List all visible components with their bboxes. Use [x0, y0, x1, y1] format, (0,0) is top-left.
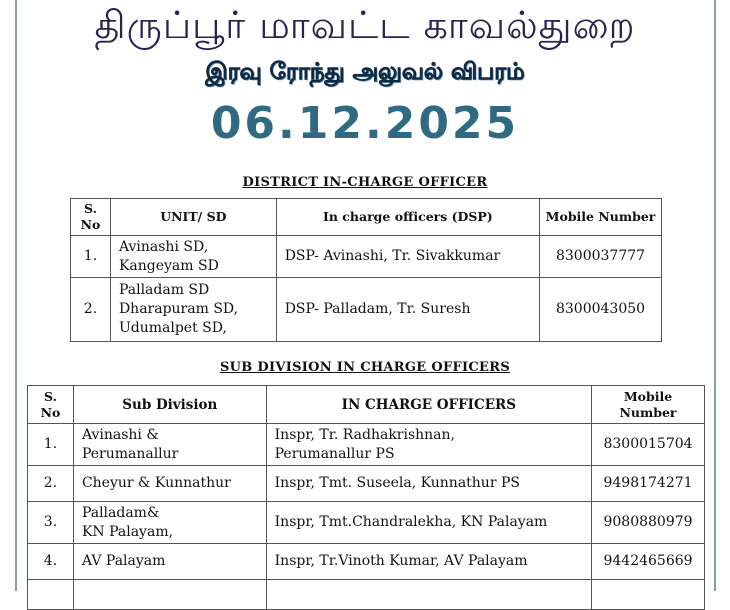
table-row [28, 544, 705, 580]
row-sno: 2. [28, 466, 74, 502]
district-section-heading: DISTRICT IN-CHARGE OFFICER [242, 175, 488, 190]
row-sno: 3. [28, 502, 74, 544]
table-row [28, 466, 705, 502]
column-header-mobile: Mobile Number [592, 386, 705, 424]
page-border-left [15, 0, 17, 591]
row-sno: 2. [71, 278, 111, 342]
table-row [28, 424, 705, 466]
row-unit [110, 278, 276, 342]
row-sno: 1. [71, 236, 111, 278]
page-border-right [714, 0, 716, 591]
row-mobile: 9080880979 [592, 502, 705, 544]
column-header-mobile: Mobile Number [540, 199, 662, 236]
unit-line: Avinashi SD, [118, 238, 209, 255]
column-header-sno: S. No [71, 199, 111, 236]
row-officer: Inspr, Tmt. Suseela, Kunnathur PS [266, 466, 591, 502]
row-division: Cheyur & Kunnathur [73, 466, 266, 502]
row-mobile: 8300043050 [540, 278, 662, 342]
row-mobile: 8300037777 [540, 236, 662, 278]
table-row [28, 502, 705, 544]
unit-line: Palladam SD [118, 282, 210, 298]
column-header-sno: S. No [28, 386, 74, 424]
row-division [73, 424, 266, 466]
row-mobile: 9442465669 [592, 544, 705, 580]
division-line: Palladam& [81, 504, 160, 521]
row-officer: DSP- Palladam, Tr. Suresh [276, 278, 539, 342]
table-row-partial [28, 580, 705, 610]
district-officer-table [70, 198, 662, 342]
table-row [71, 236, 662, 278]
table-header-row [71, 199, 662, 236]
unit-line: Udumalpet SD, [118, 320, 227, 336]
division-line: Avinashi & [81, 426, 159, 443]
column-header-officer: In charge officers (DSP) [276, 199, 539, 236]
subdivision-officer-table [27, 385, 705, 610]
subdivision-section-heading: SUB DIVISION IN CHARGE OFFICERS [219, 360, 511, 375]
row-division: AV Palayam [73, 544, 266, 580]
report-date: 06.12.2025 [210, 98, 520, 149]
column-header-officer: IN CHARGE OFFICERS [266, 386, 591, 424]
row-unit [110, 236, 276, 278]
row-officer: Inspr, Tr.Vinoth Kumar, AV Palayam [266, 544, 591, 580]
table-header-row [28, 386, 705, 424]
officer-line: Perumanallur PS [274, 445, 395, 462]
row-officer: Inspr, Tmt.Chandralekha, KN Palayam [266, 502, 591, 544]
night-patrol-subtitle: இரவு ரோந்து அலுவல் விபரம் [205, 59, 525, 85]
row-sno: 4. [28, 544, 74, 580]
column-header-unit: UNIT/ SD [110, 199, 276, 236]
division-line: Perumanallur [81, 445, 179, 462]
district-police-title: திருப்பூர் மாவட்ட காவல்துறை [94, 3, 636, 47]
table-row [71, 278, 662, 342]
row-division [73, 502, 266, 544]
row-sno: 1. [28, 424, 74, 466]
column-header-division: Sub Division [73, 386, 266, 424]
row-mobile: 9498174271 [592, 466, 705, 502]
row-officer [266, 424, 591, 466]
division-line: KN Palayam, [81, 523, 174, 540]
row-officer: DSP- Avinashi, Tr. Sivakkumar [276, 236, 539, 278]
unit-line: Dharapuram SD, [118, 301, 239, 317]
officer-line: Inspr, Tr. Radhakrishnan, [274, 426, 455, 443]
row-mobile: 8300015704 [592, 424, 705, 466]
unit-line: Kangeyam SD [118, 257, 219, 274]
